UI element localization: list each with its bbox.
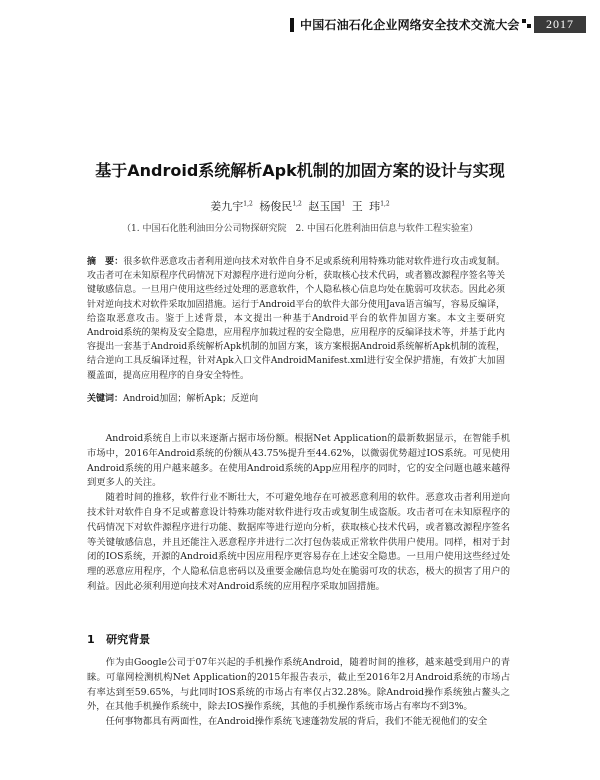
conference-year: 2017 xyxy=(534,16,586,33)
body-paragraph: 随着时间的推移，软件行业不断壮大，不可避免地存在可被恶意利用的软件。恶意攻击者利用逆向技术针对软件自身不足或蓄意设计特殊功能对软件进行攻击或复制生成盗版。攻击者可在未知原程序的代码情况下对软件源程序进行功能、数据库等进行逆向分析，获取核心技术代码，或者篡改源程序签名等关键敏感信息，并且还能注入恶意程序并进行二次打包伪装成正常软件供用户使用。同样，相对于封闭的IOS系统，开源的Android系统中因应用程序更容易存在上述安全隐患。一旦用户使用这些经过处理的恶意应用程序，个人隐私信息密码以及重要金融信息均处在脆弱可攻的状态，极大的损害了用户的利益。因此必须利用逆向技术对Android系统的应用程序采取加固措施。 xyxy=(87,492,510,592)
author: 杨俊民$^{1,2}$ xyxy=(259,200,302,213)
header-square-mark xyxy=(527,24,531,28)
author: 姜九宇$^{1,2}$ xyxy=(210,200,253,213)
section-heading xyxy=(87,631,150,647)
header-bar-mark xyxy=(290,18,294,32)
keywords-label: 关键词： xyxy=(87,394,124,404)
keywords-text: Android加固；解析Apk；反逆向 xyxy=(123,394,259,404)
section-number: 1 xyxy=(87,633,95,646)
intro-body xyxy=(87,432,510,595)
conference-header xyxy=(290,15,590,35)
body-paragraph: 作为由Google公司于07年兴起的手机操作系统Android，随着时间的推移，越来越受到用户的青睐。可靠网检测机构Net Application的2015年报告表示，截止至2016年2月Android系统的市场占有率达到至59.65%，与此同时IOS系统的市场占有率仅占32.28%。除Android操作系统独占鳌头之外，在其他手机操作系统中，除去IOS操作系统，其他的手机操作系统市场占有率均不到3%。 xyxy=(87,657,510,713)
section-body xyxy=(87,656,510,730)
author-list xyxy=(0,198,600,214)
paper-title: 基于Android系统解析Apk机制的加固方案的设计与实现 xyxy=(95,161,505,180)
section-title: 研究背景 xyxy=(106,633,151,646)
author: 王 玮$^{1,2}$ xyxy=(351,200,390,213)
conference-name: 中国石油石化企业网络安全技术交流大会 xyxy=(300,18,520,32)
author: 赵玉国$^1$ xyxy=(308,200,346,213)
affiliations: （1. 中国石化胜利油田分公司物探研究院 2. 中国石化胜利油田信息与软件工程实验室） xyxy=(122,224,478,234)
body-paragraph: 任何事物都具有两面性，在Android操作系统飞速蓬勃发展的背后，我们不能无视他们的安全 xyxy=(105,716,488,728)
keywords xyxy=(87,391,505,404)
abstract-text: 很多软件恶意攻击者利用逆向技术对软件自身不足或系统利用特殊功能对软件进行攻击或复制。攻击者可在未知原程序代码情况下对源程序进行逆向分析，获取核心技术代码，或者篡改源程序签名等关键敏感信息。一旦用户使用这些经过处理的恶意软件，个人隐私核心信息均处在脆弱可攻状态。因此必须针对逆向技术对软件采取加固措施。运行于Android平台的软件大部分使用Java语言编写，容易反编译，给盗取恶意攻击。鉴于上述背景，本文提出一种基于Android平台的软件加固方案。本文主要研究Android系统的架构及安全隐患，应用程序加载过程的安全隐患，应用程序的反编译技术等，并基于此内容提出一套基于Android系统解析Apk机制的加固方案，该方案根据Android系统解析Apk机制的流程，结合逆向工具反编译过程，针对Apk入口文件AndroidManifest.xml进行安全保护措施，有效扩大加固覆盖面，提高应用程序的自身安全特性。 xyxy=(87,257,505,381)
abstract-label: 摘 要： xyxy=(87,257,124,267)
header-square-mark xyxy=(522,19,526,23)
abstract xyxy=(87,255,505,383)
body-paragraph: Android系统自上市以来逐渐占据市场份额。根据Net Application的最新数据显示，在智能手机市场中，2016年Android系统的份额从43.75%提升至44.62%，以微弱优势超过IOS系统。可见使用Android系统的用户越来越多。在使用Android系统的App应用程序的同时，它的安全问题也越来越得到更多人的关注。 xyxy=(87,433,510,489)
